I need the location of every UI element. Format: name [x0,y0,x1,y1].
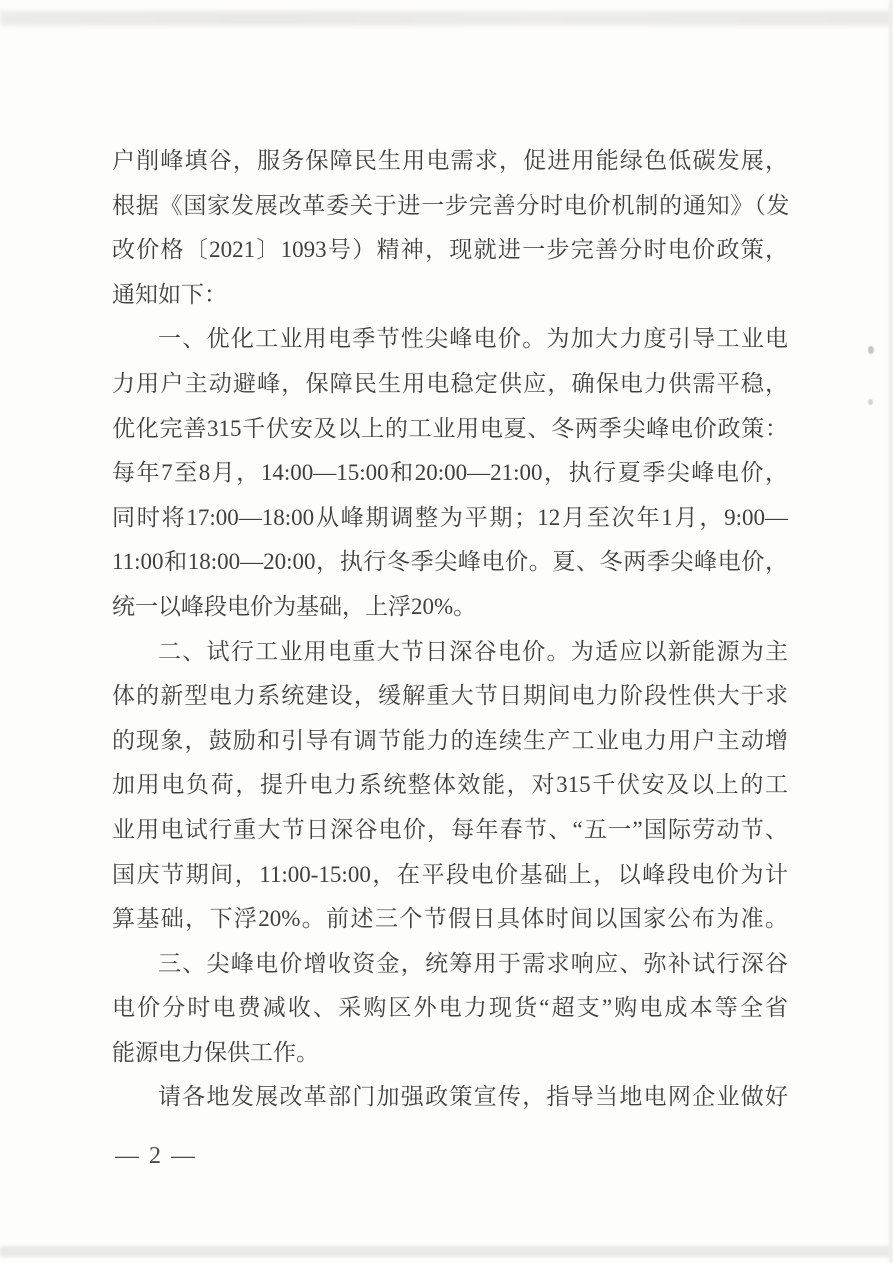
text-line-section-1-heading: 一、优化工业用电季节性尖峰电价。为加大力度引导工业电 [158,326,788,352]
page-number: — 2 — [115,1143,197,1169]
text-line: 通知如下： [112,281,227,307]
text-line: 体的新型电力系统建设，缓解重大节日期间电力阶段性供大于求 [112,683,788,709]
text-line: 每年7至8月，14:00—15:00和20:00—21:00，执行夏季尖峰电价， [112,460,788,486]
text-line: 力用户主动避峰，保障民生用电稳定供应，确保电力供需平稳， [112,370,788,396]
scan-artifact-right-edge [889,0,893,1263]
text-line: 请各地发展改革部门加强政策宣传，指导当地电网企业做好 [158,1084,788,1110]
document-body-text [112,139,788,1120]
text-line: 算基础，下浮20%。前述三个节假日具体时间以国家公布为准。 [112,906,788,932]
text-line: 统一以峰段电价为基础，上浮20%。 [112,593,477,619]
scan-speck [868,346,874,354]
scan-artifact-bottom-strip [0,1246,893,1257]
text-line: 的现象，鼓励和引导有调节能力的连续生产工业电力用户主动增 [112,727,788,753]
text-line: 业用电试行重大节日深谷电价，每年春节、“五一”国际劳动节、 [112,816,788,842]
text-line: 根据《国家发展改革委关于进一步完善分时电价机制的通知》（发 [112,192,788,218]
text-line: 电价分时电费减收、采购区外电力现货“超支”购电成本等全省 [112,995,788,1021]
text-line: 同时将17:00—18:00从峰期调整为平期；12月至次年1月，9:00— [112,504,788,530]
text-line-section-2-heading: 二、试行工业用电重大节日深谷电价。为适应以新能源为主 [158,638,788,664]
scan-speck [868,399,873,405]
text-line: 优化完善315千伏安及以上的工业用电夏、冬两季尖峰电价政策： [112,415,788,441]
text-line: 改价格〔2021〕1093号）精神，现就进一步完善分时电价政策， [112,237,788,263]
scan-artifact-top-strip [0,11,893,26]
text-line: 户削峰填谷，服务保障民生用电需求，促进用能绿色低碳发展， [112,148,788,173]
text-line: 11:00和18:00—20:00，执行冬季尖峰电价。夏、冬两季尖峰电价， [112,549,788,575]
text-line: 国庆节期间，11:00-15:00，在平段电价基础上，以峰段电价为计 [112,861,788,887]
text-line: 加用电负荷，提升电力系统整体效能，对315千伏安及以上的工 [112,772,788,798]
text-line: 能源电力保供工作。 [112,1039,319,1065]
text-line-section-3-heading: 三、尖峰电价增收资金，统筹用于需求响应、弥补试行深谷 [158,950,788,976]
